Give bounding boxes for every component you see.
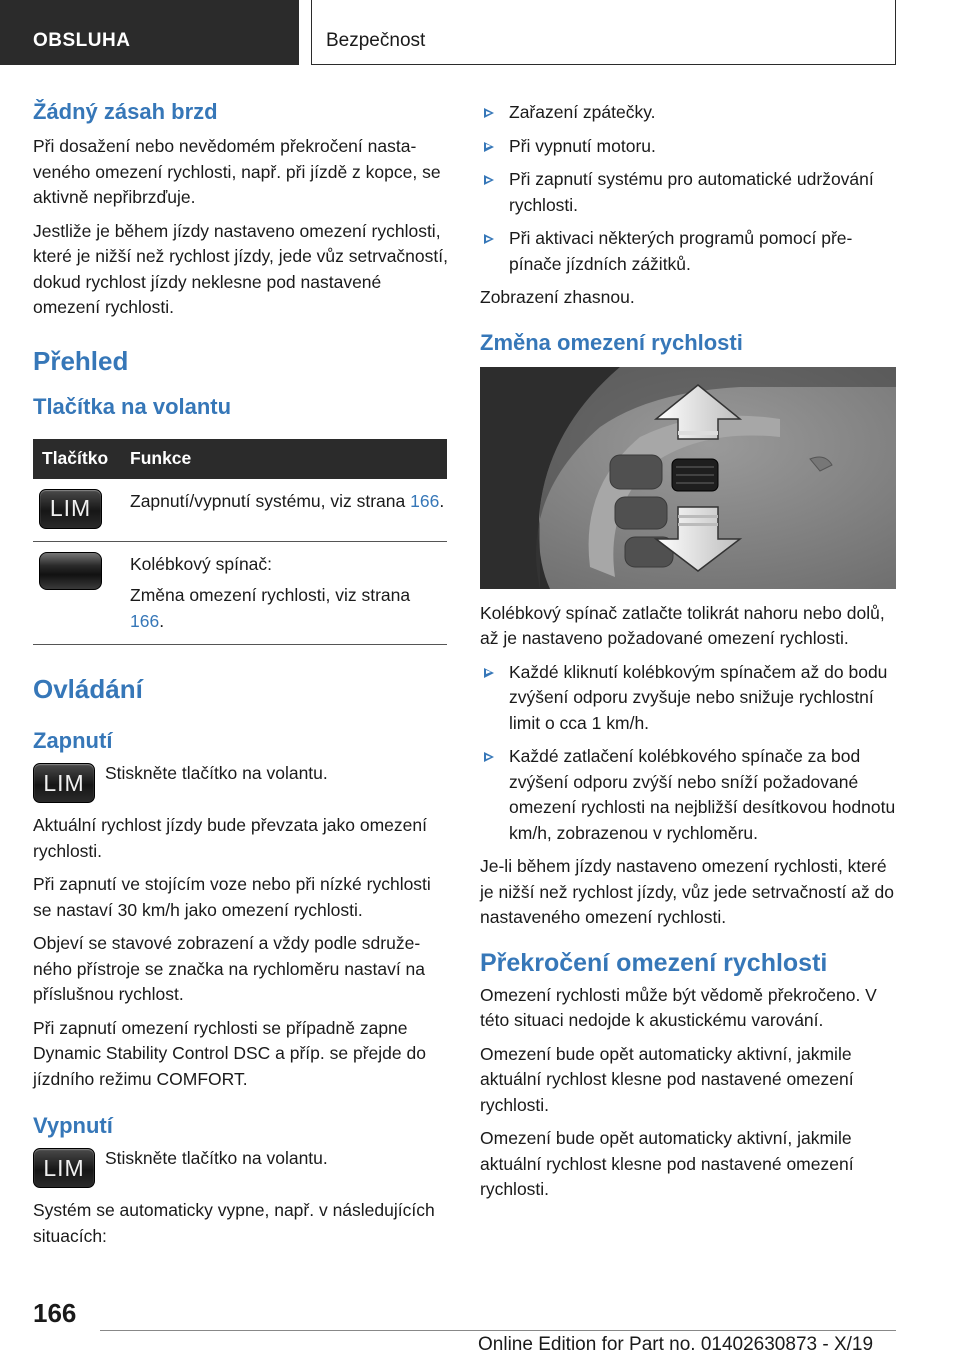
steering-wheel-photo bbox=[480, 367, 896, 589]
press-button-row bbox=[33, 1146, 449, 1188]
paragraph: Systém se automaticky vypne, např. v následujících situacích: bbox=[33, 1200, 435, 1246]
lim-button-icon: LIM bbox=[39, 489, 102, 529]
table-cell-text: Zapnutí/vypnutí systému, viz strana 166. bbox=[130, 490, 445, 511]
list-item: Při aktivaci některých programů pomocí přepínače jízdních zážitků. bbox=[480, 226, 896, 277]
left-column bbox=[33, 98, 449, 1257]
paragraph: Omezení bude opět automaticky aktivní, jakmile aktuální rychlost klesne pod nastavené omezení rychlosti. bbox=[480, 1043, 854, 1115]
chapter-tab: Bezpečnost bbox=[311, 0, 896, 65]
paragraph: Je-li během jízdy nastaveno omezení rychlosti, které je nižší než rychlost jízdy, vůz jede setrvačností až do nastaveného omezení rychlosti. bbox=[480, 856, 895, 927]
paragraph: Objeví se stavové zobrazení a vždy podle sdruženého přístroje se značka na rychloměru nastaví na příslušnou rychlost. bbox=[33, 933, 426, 1004]
table-header-button: Tlačítko bbox=[33, 439, 130, 479]
right-column bbox=[480, 100, 896, 1211]
heading-overview: Přehled bbox=[33, 345, 129, 376]
bullet-list-rocker bbox=[480, 660, 896, 847]
paragraph: Při zapnutí ve stojícím voze nebo při nízké rychlosti se nastaví 30 km/h jako omezení rychlosti. bbox=[33, 874, 431, 920]
footer-edition: Online Edition for Part no. 01402630873 - X/19 bbox=[478, 1334, 874, 1355]
buttons-table bbox=[33, 439, 447, 646]
footer-divider bbox=[100, 1330, 896, 1331]
paragraph: Kolébkový spínač zatlačte tolikrát nahoru nebo dolů, až je nastaveno požadované omezení rychlosti. bbox=[480, 602, 885, 648]
page-number: 166 bbox=[33, 1298, 77, 1328]
heading-exceed-limit: Překročení omezení rychlosti bbox=[480, 948, 828, 977]
heading-no-brake: Žádný zásah brzd bbox=[33, 99, 218, 124]
paragraph: Stiskněte tlačítko na volantu. bbox=[105, 763, 328, 783]
table-cell-text: Změna omezení rychlosti, viz strana 166. bbox=[130, 585, 411, 631]
press-button-row bbox=[33, 761, 449, 803]
paragraph: Stiskněte tlačítko na volantu. bbox=[105, 1148, 328, 1168]
page-link[interactable]: 166 bbox=[130, 610, 160, 631]
table-header-function: Funkce bbox=[130, 439, 447, 479]
table-row bbox=[33, 541, 447, 645]
paragraph: Aktuální rychlost jízdy bude převzata jako omezení rychlosti. bbox=[33, 815, 427, 861]
list-item: Každé kliknutí kolébkovým spínačem až do bodu zvýšení odporu zvyšuje nebo snižuje rychlostní limit o cca 1 km/h. bbox=[480, 660, 896, 737]
lim-button-icon: LIM bbox=[33, 1148, 95, 1188]
section-tab: OBSLUHA bbox=[0, 0, 299, 65]
heading-off: Vypnutí bbox=[33, 1113, 113, 1138]
paragraph: Omezení rychlosti může být vědomě překročeno. V této situaci nedojde k akustickému varování. bbox=[480, 984, 877, 1030]
heading-control: Ovládání bbox=[33, 674, 143, 704]
paragraph: Zobrazení zhasnou. bbox=[480, 287, 635, 307]
lim-button-icon: LIM bbox=[33, 763, 95, 803]
rocker-switch-icon bbox=[39, 552, 102, 590]
paragraph: Při dosažení nebo nevědomém překročení nastaveného omezení rychlosti, např. při jízdě z kopce, se aktivně nepřibrzďuje. bbox=[33, 136, 441, 207]
paragraph: Jestliže je během jízdy nastaveno omezení rychlosti, které je nižší než rychlost jízdy, jede vůz setrvačností, dokud rychlost jízdy neklesne pod nastavené omezení rychlosti. bbox=[33, 220, 448, 317]
paragraph: Při zapnutí omezení rychlosti se případně zapne Dynamic Stability Control DSC a příp. se přejde do jízdního režimu COMFORT. bbox=[33, 1017, 426, 1089]
table-cell-title: Kolébkový spínač: bbox=[130, 553, 273, 574]
paragraph: Omezení bude opět automaticky aktivní, jakmile aktuální rychlost klesne pod nastavené omezení rychlosti. bbox=[480, 1128, 854, 1199]
heading-change-limit: Změna omezení rychlosti bbox=[480, 329, 743, 355]
list-item: Každé zatlačení kolébkového spínače za bod zvýšení odporu zvýší nebo sníží požadované omezení rychlosti na nejbližší desítkovou hodnotu km/h, zobrazenou v rychloměru. bbox=[480, 744, 896, 846]
list-item: Při zapnutí systému pro automatické udržování rychlosti. bbox=[480, 167, 896, 218]
table-row bbox=[33, 479, 447, 542]
bullet-list-off-situations bbox=[480, 100, 896, 277]
page-link[interactable]: 166 bbox=[410, 490, 440, 511]
list-item: Zařazení zpátečky. bbox=[480, 100, 896, 126]
heading-buttons: Tlačítka na volantu bbox=[33, 393, 232, 419]
heading-on: Zapnutí bbox=[33, 728, 113, 753]
list-item: Při vypnutí motoru. bbox=[480, 134, 896, 160]
